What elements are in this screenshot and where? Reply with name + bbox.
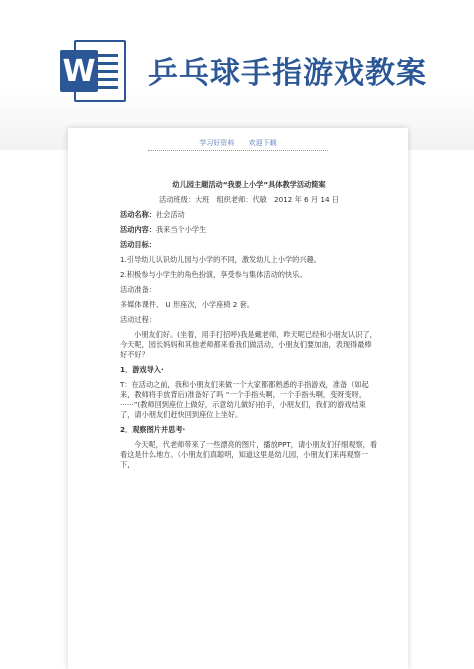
- word-document-icon: [60, 40, 126, 102]
- activity-content-label: 活动内容：: [120, 225, 156, 234]
- section-1-heading: 1．游戏导入·: [120, 365, 164, 374]
- prep-value: 多媒体课件、 U 形座次，小学座椅 2 套。: [120, 300, 254, 309]
- doc-heading: 幼儿园主题活动“我要上小学”具体教学活动简案: [172, 180, 326, 189]
- activity-content-value: 我来当个小学生: [155, 225, 207, 234]
- page-title: 乒乓球手指游戏教案: [148, 56, 427, 91]
- document-body: [120, 180, 378, 470]
- goal-2: 2.积极参与小学生的角色扮演，享受参与集体活动的快乐。: [120, 270, 307, 279]
- goal-1: 1.引导幼儿认识幼儿园与小学的不同，激发幼儿上小学的兴趣。: [120, 255, 321, 264]
- page-header: [68, 138, 408, 148]
- header-left-text: 学习好资料: [199, 139, 235, 147]
- process-paragraph-1: 小朋友们好。(坐着，用手打招呼)我是戴老师，昨天呢已经和小朋友认识了，今天呢，园长妈妈和其他老师都来看我们做活动，小朋友们要加油，表现得最棒好不好？: [120, 330, 377, 359]
- prep-label: 活动准备：: [120, 285, 156, 294]
- activity-name-label: 活动名称：: [120, 210, 156, 219]
- doc-meta: 活动班级：大班 组织老师：代敏 2012 年 6 月 14 日: [159, 195, 339, 204]
- header-divider: [148, 150, 328, 151]
- activity-content-line: [120, 225, 378, 235]
- process-label: 活动过程：: [120, 315, 156, 324]
- activity-name-value: 社会活动: [155, 210, 185, 219]
- activity-name-line: [120, 210, 378, 220]
- process-paragraph-3: 今天呢，代老师带来了一些漂亮的图片，播放PPT，请小朋友们仔细观察，看看这是什么地方。（小朋友们真聪明，知道这里是幼儿园，小朋友们来再观察一下，: [120, 440, 378, 469]
- header-right-text: 欢迎下载: [248, 139, 277, 147]
- section-2-heading: 2．观察图片并思考·: [120, 425, 186, 434]
- word-logo-letter: W: [60, 50, 98, 92]
- process-paragraph-2: T：在活动之前，我和小朋友们来做一个大家都都熟悉的手指游戏，准备（如起来，教师将手放背后)准备好了吗 “一个手指头啊，一个手指头啊，变呀变呀，······”(教师回到座位上做好，示意幼儿做好)拍手，小朋友们，我们的游戏结束了，请小朋友们赶快回到座位上坐好。: [120, 380, 369, 419]
- goal-label: 活动目标：: [120, 240, 156, 249]
- document-page: [68, 128, 408, 669]
